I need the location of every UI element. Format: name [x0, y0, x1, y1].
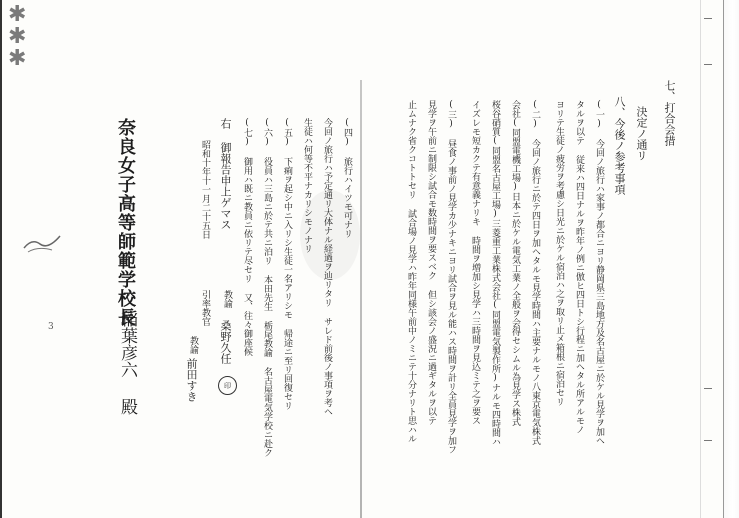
- left-scan-edge: [0, 0, 2, 518]
- item-7-line: (七) 御用ハ既ニ教員ニ依リテ尽セリ 又、往々御座候: [242, 118, 252, 356]
- item-1-line-3: ヨリテ生徒ノ疲労ヲ考慮シ日光ニ於ケル宿泊ハ之ヲ取リ止メ箱根ニ宿泊セリ: [554, 100, 564, 406]
- recipient-school: 奈良女子高等師範学校長: [115, 118, 136, 327]
- right-scan-edge: [723, 0, 739, 518]
- page-fold: [360, 80, 362, 518]
- pen-scribble: [22, 230, 62, 254]
- item-1-line-1: (一) 今回ノ旅行ハ家事ノ都合ニヨリ静岡県三島地方及名古屋ニ於ケル見学ヲ加ヘ: [594, 100, 604, 445]
- item-2-line-4: イズレモ短カクテ有意義ナリキ 時間ヲ増加シ見学ハ三時間ヲ見込ミテ之ヲ要ス: [470, 100, 480, 425]
- item-3-line-3: 止ムナク省クコトトセリ 試合場ノ見学ハ昨年同様午前中ノミニテ十分ナリト思ハル: [406, 100, 416, 443]
- margin-tick: [704, 18, 712, 19]
- page-number: 3: [48, 322, 54, 332]
- leader-title: 教諭: [222, 290, 232, 308]
- leader-rank: 引率教官: [200, 290, 210, 326]
- item-5-line: (五) 下痢ヲ起シ中ニ入リシ生徒一名アリシモ 帰途ニ至リ回復セリ: [282, 118, 292, 410]
- cosigner-title: 教諭: [188, 336, 198, 354]
- subject-heading: 七、打合会措: [663, 80, 676, 146]
- leader-name: 桑野久任: [219, 320, 232, 364]
- report-date: 昭和十年十一月二十五日: [200, 140, 210, 239]
- item-2-line-3: 桜谷硝質(同盟名古屋工場)三菱重工業株式会社(同盟電気製作所)ナルモ四時間ハ: [490, 100, 500, 446]
- item-3-line-1: (三) 昼食ノ事前ノ見学カ少ナキニヨリ試合ヲ見ル能ハス時間ヲ計リ全員見学ヲ加フ: [446, 100, 456, 454]
- section-title: 八、今後ノ参考事項: [613, 96, 626, 195]
- item-4-line-3: 生徒ハ何等不平ナカリシモノナリ: [302, 118, 312, 253]
- item-1-line-2: タルヲ以テ 従来ハ四日ナルヲ昨年ノ例ニ倣ヒ四日トシ行程ニ加ヘタル所アルモノ: [574, 100, 584, 434]
- item-3-line-2: 見学ヲ午前ニ制限シ試合モ数時間ヲ要スベク 但シ該会ノ盛況ニ過ギタルヲ以テ: [426, 100, 436, 425]
- binding-marks: ✱ ✱ ✱: [8, 2, 27, 71]
- decision-heading: 決定ノ通リ: [635, 106, 648, 161]
- item-4-line-2: 今回ノ旅行ハ予定通リ大体ナル経過ヲ辿リタリ サレド前後ノ事項ヲ考ヘ: [322, 118, 332, 416]
- recipient-name: 稲葉彦六 殿: [117, 310, 137, 415]
- item-6-line: (六) 役員ハ三島ニ於テ共ニ泊リ 本田先生 栃尾教諭 名古屋電気学校ニ赴ク: [262, 118, 272, 457]
- margin-tick: [704, 388, 712, 389]
- item-2-line-1: (二) 今回ノ旅行ニ於テ四日ヲ加ヘタルモ見学時間ハ主要ナルモノ八東京電気株式: [530, 100, 540, 445]
- closing-line: 右 御報告申上ゲマス: [219, 118, 232, 230]
- margin-tick: [704, 440, 712, 441]
- item-2-line-2: 会社(同盟電機工場)日本ニ於ケル電気工業ノ全般ヲ会得セシムル為見学ス株式: [510, 100, 520, 426]
- item-4-line-1: (四) 旅行ハイツモ可ナリ: [342, 118, 352, 238]
- personal-seal: 印: [218, 376, 237, 395]
- margin-tick: [704, 64, 712, 65]
- cosigner-name: 前田すき: [185, 358, 198, 402]
